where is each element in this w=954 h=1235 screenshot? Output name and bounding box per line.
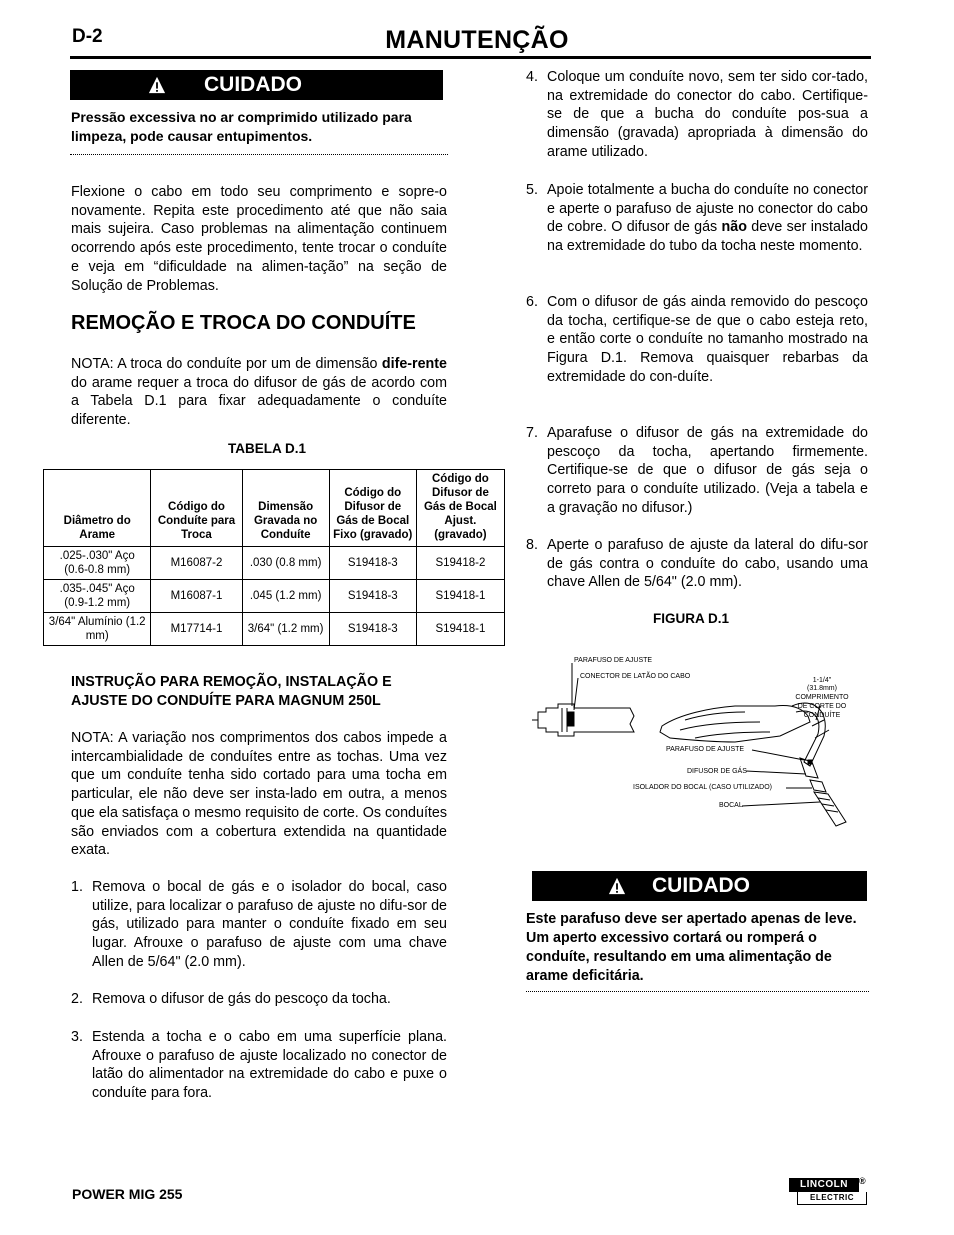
figure-label: PARAFUSO DE AJUSTE xyxy=(574,657,653,664)
figure-title: FIGURA D.1 xyxy=(653,611,730,626)
footer-model: POWER MIG 255 xyxy=(72,1186,183,1202)
table-header-cell: Diâmetro do Arame xyxy=(44,470,151,547)
figure-label: CONDUÍTE xyxy=(803,712,841,719)
table-cell: .045 (1.2 mm) xyxy=(242,580,329,613)
table-header-cell: Código do Conduíte para Troca xyxy=(151,470,242,547)
table-cell: .035-.045" Aço (0.9-1.2 mm) xyxy=(44,580,151,613)
caution-banner-1 xyxy=(70,70,443,100)
instruction-note: NOTA: A variação nos comprimentos dos cabos impede a intercambialidade de conduítes entre as tochas. Uma vez que um conduíte tenha sido cortado para uma tocha em particular, ele não deve ser insta-lado em outra, a menos que ela satisfaça o mesmo requisito de corte. Os conduítes são enviados com a cobertura extendida na quantidade exata. xyxy=(71,730,447,859)
section-heading: REMOÇÃO E TROCA DO CONDUÍTE xyxy=(71,312,416,334)
page-title: MANUTENÇÃO xyxy=(385,26,569,54)
divider xyxy=(70,154,448,155)
figure-label: DIFUSOR DE GÁS xyxy=(687,768,747,775)
figure-label: DE CORTE DO xyxy=(797,703,847,710)
table-cell: M16087-2 xyxy=(151,547,242,580)
table-cell: S19418-3 xyxy=(329,580,416,613)
list-item: 2. Remova o difusor de gás do pescoço da tocha. xyxy=(71,991,391,1007)
warning-triangle-icon xyxy=(148,70,182,100)
table-cell: .030 (0.8 mm) xyxy=(242,547,329,580)
table-cell: .025-.030" Aço (0.6-0.8 mm) xyxy=(44,547,151,580)
list-item: 4. Coloque um conduíte novo, sem ter sido cor-tado, na extremidade do conector do cabo. Certifique-se de que a bucha do conduíte pos-sua a dimensão (gravada) apropriada à dimensão do arame utilizado. xyxy=(526,69,868,160)
divider xyxy=(526,991,869,992)
warning-triangle-icon xyxy=(608,871,642,901)
table-header-row xyxy=(44,470,505,547)
table-cell: 3/64" (1.2 mm) xyxy=(242,613,329,646)
table-header-cell: Dimensão Gravada no Conduíte xyxy=(242,470,329,547)
lincoln-electric-logo: LINCOLN ® ELECTRIC xyxy=(789,1178,867,1207)
table-cell: M16087-1 xyxy=(151,580,242,613)
caution-label: CUIDADO xyxy=(204,73,302,96)
list-item: 3. Estenda a tocha e o cabo em uma superfície plana. Afrouxe o parafuso de ajuste localizado no conector de latão do alimentador na extremidade do cabo e puxe o conduíte para fora. xyxy=(71,1029,447,1102)
note-paragraph: NOTA: A troca do conduíte por um de dimensão dife-rente do arame requer a troca do difusor de gás de acordo com a Tabela D.1 para fixar adequadamente o conduíte diferente. xyxy=(71,356,447,429)
list-item: 7. Aparafuse o difusor de gás na extremidade do pescoço da tocha, apertando firmemente. Certifique-se de que o difusor de gás seja o correto para o conduíte utilizado. (Veja a tabela e a gravação no difusor.) xyxy=(526,425,868,516)
table-cell: S19418-3 xyxy=(329,547,416,580)
caution-banner-2 xyxy=(532,871,867,901)
table-row xyxy=(44,580,505,613)
instruction-heading: INSTRUÇÃO PARA REMOÇÃO, INSTALAÇÃO E AJUSTE DO CONDUÍTE PARA MAGNUM 250L xyxy=(71,674,392,709)
table-title: TABELA D.1 xyxy=(228,441,307,456)
table-cell: 3/64" Alumínio (1.2 mm) xyxy=(44,613,151,646)
figure-label: BOCAL xyxy=(719,802,743,809)
table-cell: S19418-3 xyxy=(329,613,416,646)
figure-label: COMPRIMENTO xyxy=(795,694,849,701)
header-rule xyxy=(70,56,871,59)
list-item: 5. Apoie totalmente a bucha do conduíte no conector e aperte o parafuso de ajuste no conector do cabo de cobre. O difusor de gás não deve ser instalado na extremidade do tubo da tocha neste momento. xyxy=(526,182,868,255)
caution-text-2: Este parafuso deve ser apertado apenas de leve. Um aperto excessivo cortará ou romperá o conduíte, resultando em uma alimentação de arame deficitária. xyxy=(526,911,857,984)
caution-text-1: Pressão excessiva no ar comprimido utilizado para limpeza, pode causar entupimentos. xyxy=(71,109,412,144)
list-item: 1. Remova o bocal de gás e o isolador do bocal, caso utilize, para localizar o parafuso de ajuste no difu-sor de gás, utilizado para manter o conduíte fixado em seu lugar. Afrouxe o parafuso de ajuste com uma chave Allen de 5/64" (2.0 mm). xyxy=(71,879,447,970)
table-cell: S19418-2 xyxy=(416,547,504,580)
table-cell: M17714-1 xyxy=(151,613,242,646)
list-item: 6. Com o difusor de gás ainda removido do pescoço da tocha, certifique-se de que o cabo esteja reto, e então corte o conduíte no tamanho mostrado na Figura D.1. Remova quaisquer rebarbas da extremidade do con-duíte. xyxy=(526,294,868,385)
page-code: D-2 xyxy=(72,26,103,47)
figure-label: PARAFUSO DE AJUSTE xyxy=(666,746,745,753)
table-cell: S19418-1 xyxy=(416,613,504,646)
conduit-table xyxy=(43,469,505,646)
caution-label: CUIDADO xyxy=(652,874,750,897)
table-row xyxy=(44,547,505,580)
figure-label: ISOLADOR DO BOCAL (CASO UTILIZADO) xyxy=(633,784,772,791)
paragraph: Flexione o cabo em todo seu comprimento e sopre-o novamente. Repita este procedimento até que não saia mais sujeira. Caso problemas na alimentação continuem ocorrendo após este procedimento, tente trocar o conduíte e veja em “dificuldade na alimen-tação” na seção de Solução de Problemas. xyxy=(71,184,447,294)
torch-diagram xyxy=(530,650,870,840)
figure-label: CONECTOR DE LATÃO DO CABO xyxy=(580,673,691,680)
table-header-cell: Código do Difusor de Gás de Bocal Fixo (gravado) xyxy=(329,470,416,547)
table-row xyxy=(44,613,505,646)
list-item: 8. Aperte o parafuso de ajuste da lateral do difu-sor de gás contra o conduíte do cabo, usando uma chave Allen de 5/64" (2.0 mm). xyxy=(526,537,868,591)
table-header-cell: Código do Difusor de Gás de Bocal Ajust. (gravado) xyxy=(416,470,504,547)
figure-label: (31.8mm) xyxy=(807,685,837,692)
table-cell: S19418-1 xyxy=(416,580,504,613)
figure-label: 1-1/4" xyxy=(812,677,832,684)
